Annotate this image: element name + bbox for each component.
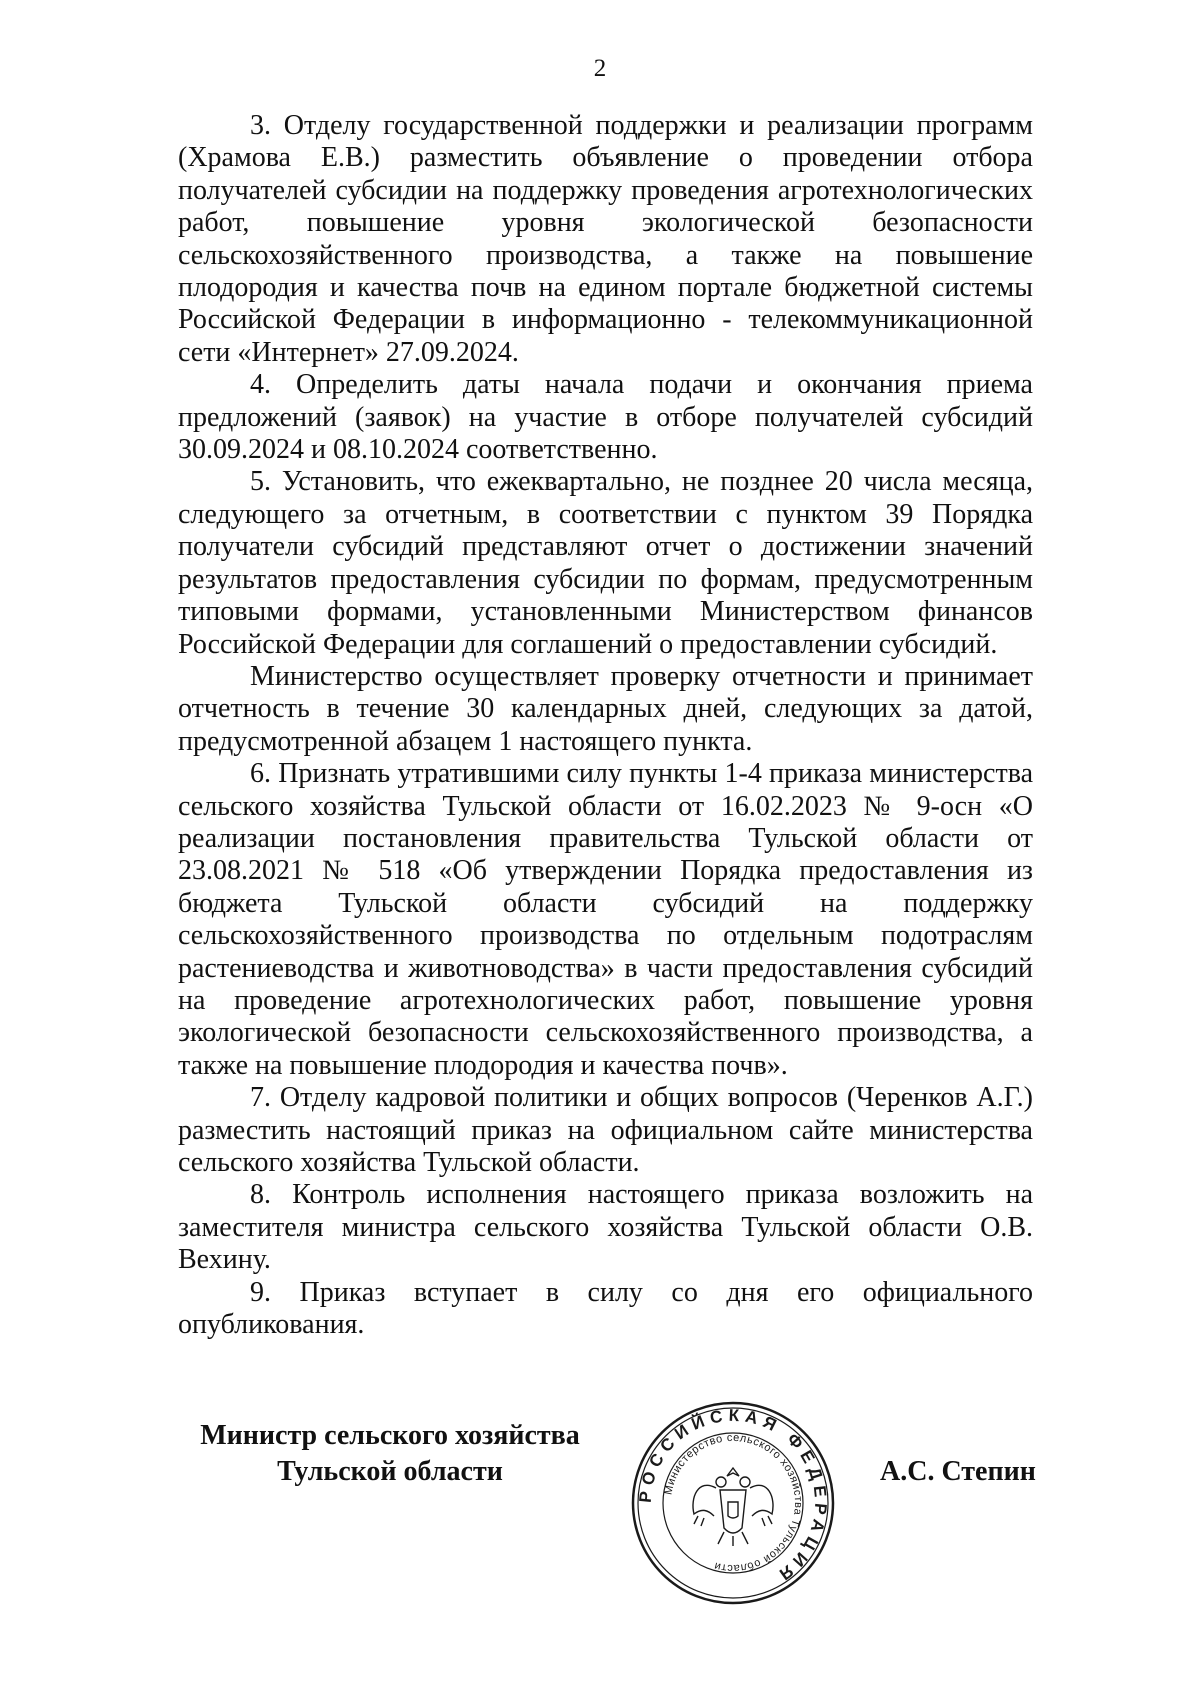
signer-name: А.С. Степин — [880, 1456, 1036, 1487]
signer-position-line1: Министр сельского хозяйства — [200, 1420, 580, 1451]
signer-position — [190, 1418, 590, 1490]
paragraph-item-6: 6. Признать утратившими силу пункты 1-4 приказа министерства сельского хозяйства Тульской области от 16.02.2023 № 9-осн «О реализации постановления правительства Тульской области от 23.08.2021 № 518 «Об утверждении Порядка предоставления из бюджета Тульской области субсидий на поддержку сельскохозяйственного производства по отдельным подотраслям растениеводства и животноводства» в части предоставления субсидий на проведение агротехнологических работ, повышение уровня экологической безопасности сельскохозяйственного производства, а также на повышение плодородия и качества почв». — [178, 758, 1033, 1081]
page-number: 2 — [593, 55, 607, 82]
paragraph-item-3: 3. Отделу государственной поддержки и реализации программ (Храмова Е.В.) разместить объявление о проведении отбора получателей субсидии на поддержку проведения агротехнологических работ, повышение уровня экологической безопасности сельскохозяйственного производства, а также на повышение плодородия и качества почв на едином портале бюджетной системы Российской Федерации в информационно - телекоммуникационной сети «Интернет» 27.09.2024. — [178, 110, 1033, 368]
paragraph-item-4: 4. Определить даты начала подачи и окончания приема предложений (заявок) на участие в отборе получателей субсидий 30.09.2024 и 08.10.2024 соответственно. — [178, 369, 1033, 466]
paragraph-item-5: 5. Установить, что ежеквартально, не позднее 20 числа месяца, следующего за отчетным, в соответствии с пунктом 39 Порядка получатели субсидий представляют отчет о достижении значений результатов предоставления субсидии по формам, предусмотренным типовыми формами, установленными Министерством финансов Российской Федерации для соглашений о предоставлении субсидий. — [178, 466, 1033, 660]
paragraph-item-5-continuation: Министерство осуществляет проверку отчетности и принимает отчетность в течение 30 календарных дней, следующих за датой, предусмотренной абзацем 1 настоящего пункта. — [178, 660, 1033, 757]
paragraph-item-9: 9. Приказ вступает в силу со дня его официального опубликования. — [178, 1276, 1033, 1341]
seal-inner-text: Министерство сельского хозяйства Тульской области — [662, 1431, 805, 1575]
signature-block — [0, 1405, 1200, 1658]
paragraph-item-7: 7. Отделу кадровой политики и общих вопросов (Черенков А.Г.) разместить настоящий приказ на официальном сайте министерства сельского хозяйства Тульской области. — [178, 1082, 1033, 1178]
document-body — [178, 110, 1033, 1341]
coat-of-arms-icon — [693, 1468, 773, 1546]
seal-icon — [628, 1398, 838, 1608]
paragraph-item-8: 8. Контроль исполнения настоящего приказа возложить на заместителя министра сельского хозяйства Тульской области О.В. Вехину. — [178, 1179, 1033, 1276]
signer-position-line2: Тульской области — [277, 1456, 503, 1487]
seal-outer-text: РОССИЙСКАЯ ФЕДЕРАЦИЯ — [635, 1405, 831, 1587]
official-seal — [628, 1398, 838, 1608]
